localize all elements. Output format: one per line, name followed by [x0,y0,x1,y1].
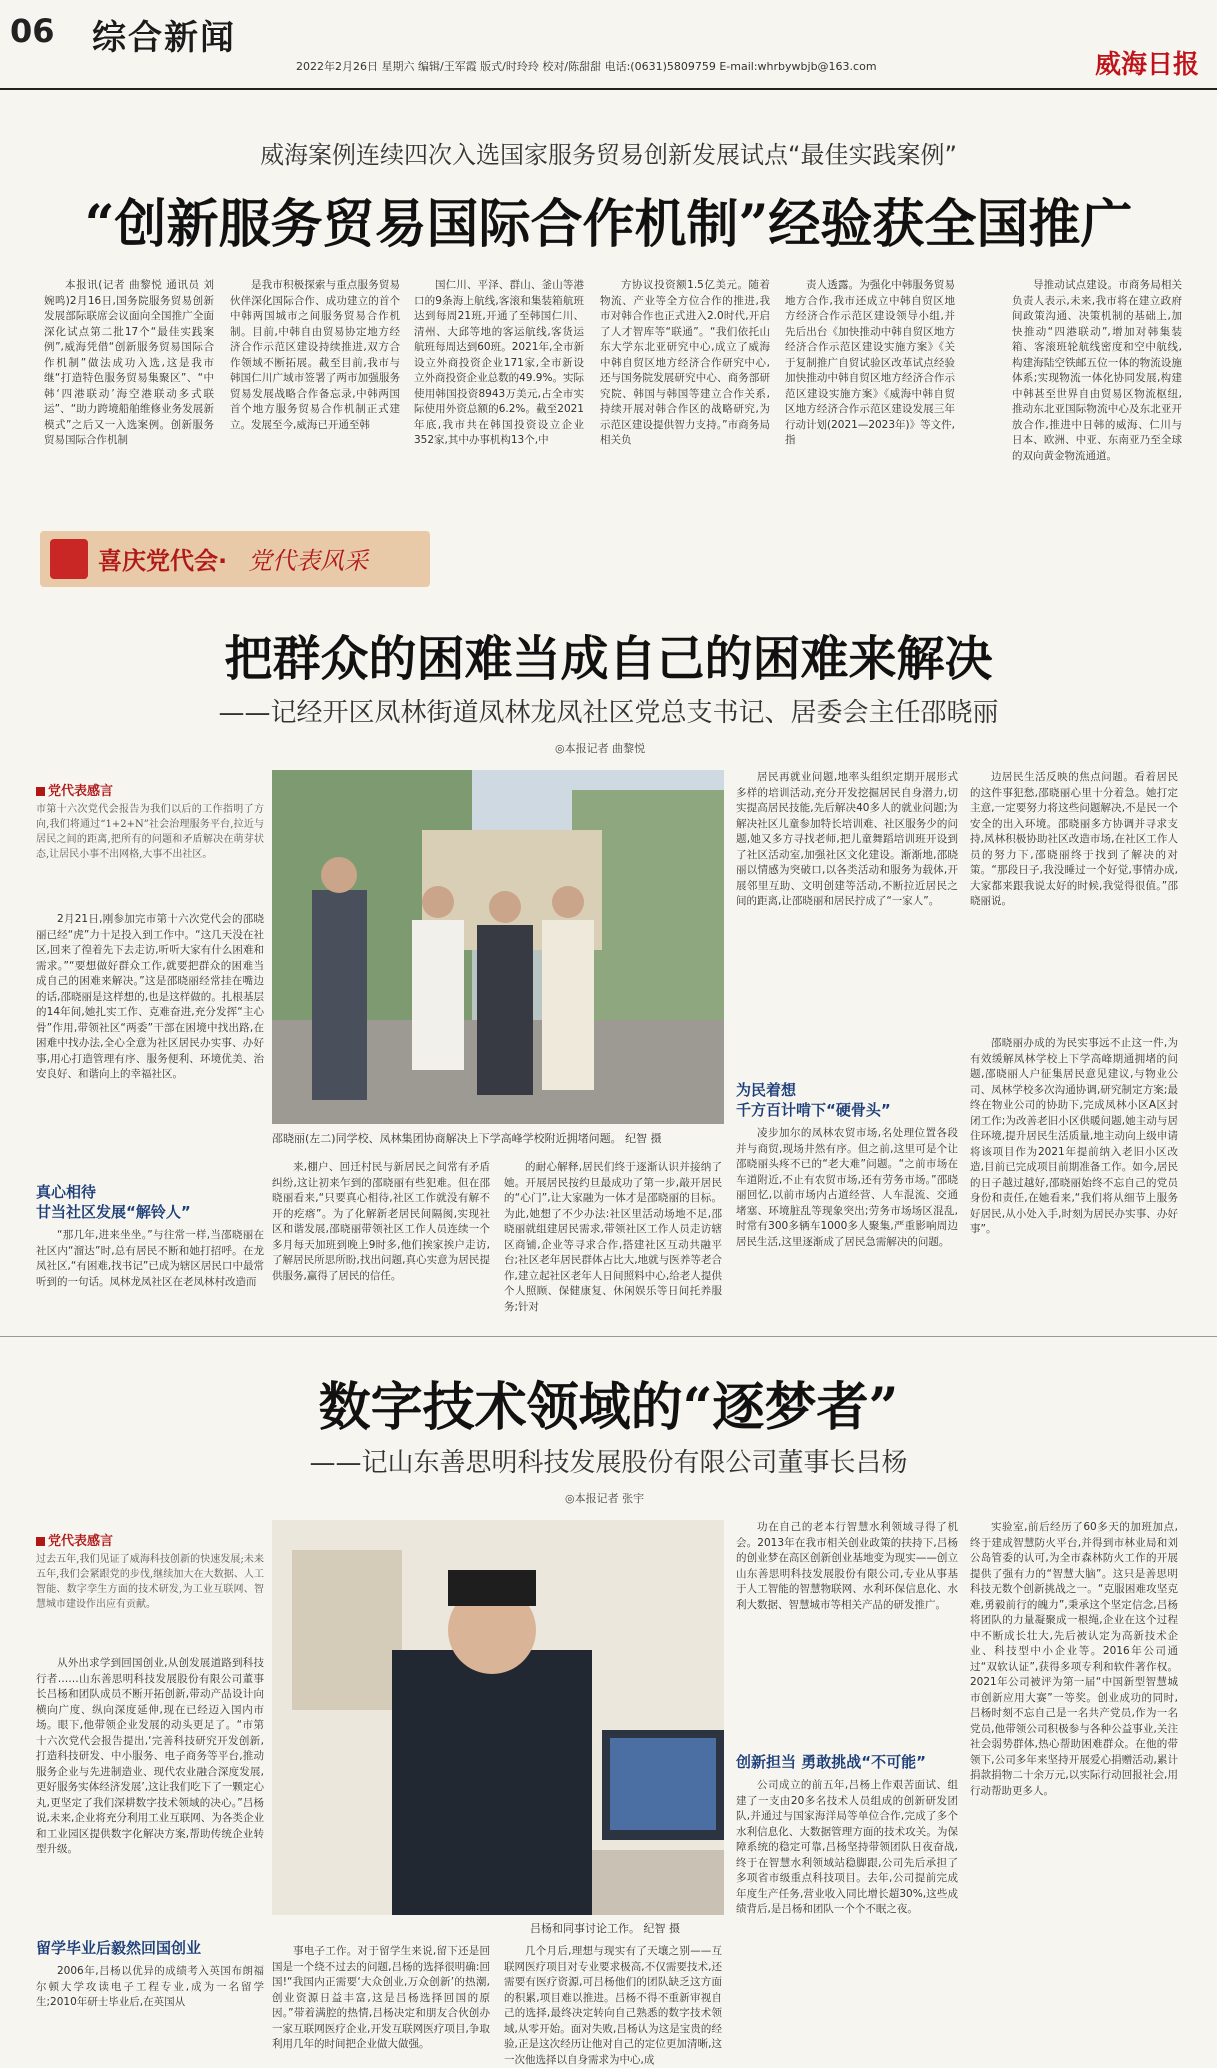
story2-subtitle-2: 为民着想 千方百计啃下“硬骨头” [736,1081,891,1119]
story1-subhead: 威海案例连续四次入选国家服务贸易创新发展试点“最佳实践案例” [260,141,957,169]
story3-photo-illustration [272,1520,724,1915]
story3-intro: 过去五年,我们见证了威海科技创新的快速发展;未来五年,我们会紧跟党的步伐,继续加大在大数据、人工智能、数字孪生方面的技术研发,为工业互联网、智慧城市建设作出应有贡献。 [36,1554,264,1610]
story3-kicker: 党代表感言 [36,1530,113,1549]
story3-subtitle-1: 创新担当 勇敢挑战“不可能” [736,1753,926,1771]
story2-photo-illustration [272,770,724,1124]
story1-column-2: 是我市积极探索与重点服务贸易伙伴深化国际合作、成功建立的首个中韩两国城市之间服务贸易合作机制。目前,中韩自由贸易协定地方经济合作示范区建设持续推进,双方合作领域不断拓展。截至目前,我市与韩国仁川广域市签署了两市加强服务贸易发展战略合作备忘录,中韩两国首个地方服务贸易合作机制正式建立。发展至今,威海已开通至韩 [230,279,400,431]
story2-column-right-a: 居民再就业问题,地率头组织定期开展形式多样的培训活动,充分开发挖掘居民自身潜力,切实提高居民技能,先后解决40多人的就业问题;为解决社区儿童参加特长培训难、社区服务少的问题,她又多方寻找老师,把儿童舞蹈培训班开设到了社区活动室,加强社区文化建设。渐渐地,邵晓丽以情感为突破口,以各类活动和服务为载体,开展邻里互助、文明创建等活动,不断拉近居民之间的距离,让邵晓丽和居民拧成了“一家人”。 [736,771,958,907]
story2-column-left-a: 2月21日,刚参加完市第十六次党代会的邵晓丽已经“虎”力十足投入到工作中。“这几天没在社区,回来了徨着先下去走访,听听大家有什么困难和需求。”“要想做好群众工作,就要把群众的困难当成自己的困难来解决。”这是邵晓丽经常挂在嘴边的话,邵晓丽是这样想的,也是这样做的。扎根基层的14年间,她扎实工作、克难奋进,充分发挥“主心骨”作用,带领社区“两委”干部在困境中找出路,在困难中找办法,全心全意为社区居民办实事、办好事,用心打造管理有序、服务便利、环境优美、治安良好、和谐向上的幸福社区。 [36,913,264,1080]
story1-column-6: 导推动试点建设。市商务局相关负责人表示,未来,我市将在建立政府间政策沟通、决策机制的基础上,加快推动“四港联动”,增加对韩集装箱、客滚班轮航线密度和空中航线,构建海陆空铁邮五位一体的物流设施体系;实现物流一体化协同发展,构建中韩甚至世界自由贸易区物流枢纽,推动东北亚国际物流中心及东北亚开放合作,推进中日韩的威海、仁川与日本、欧洲、中亚、东南亚乃至全球的双向黄金物流通道。 [1012,279,1182,462]
section-title: 综合新闻 [92,18,236,58]
story2-column-left-b: “那几年,进来坐坐。”与往常一样,当邵晓丽在社区内“溜达”时,总有居民不断和她打招呼。在龙凤社区,“有困难,找书记”已成为辖区居民口中最常听到的一句话。凤林龙凤社区在老凤林村改造而 [36,1229,264,1288]
party-congress-banner [40,531,430,587]
story2-byline: ◎本报记者 曲黎悦 [555,742,646,755]
banner-script-label: 党代表风采 [248,547,368,575]
page-number: 06 [10,12,55,50]
newspaper-brand: 威海日报 [1094,50,1199,80]
story3-deck: ——记山东善思明科技发展股份有限公司董事长吕杨 [309,1448,908,1478]
story3-photo [272,1520,724,1915]
story3-column-mid-b: 几个月后,理想与现实有了天壤之别——互联网医疗项目对专业要求极高,不仅需要技术,还需要有医疗资源,可吕杨他们的团队缺乏这方面的积累,项目难以推进。吕杨不得不重新审视自己的选择,最终决定转向自己熟悉的数字技术领域,从零开始。面对失败,吕杨认为这是宝贵的经验,正是这次经历让他对自己的定位更加清晰,这一次他选择以自身需求为中心,成 [504,1945,722,2066]
story2-intro: 市第十六次党代会报告为我们以后的工作指明了方向,我们将通过“1+2+N”社会治理服务平台,拉近与居民之间的距离,把所有的问题和矛盾解决在萌芽状态,让居民小事不出网格,大事不出社区。 [36,804,264,860]
story1-headline: “创新服务贸易国际合作机制”经验获全国推广 [84,194,1133,255]
story3-byline: ◎本报记者 张宇 [565,1492,645,1505]
story2-kicker: 党代表感言 [36,780,113,799]
page-meta: 2022年2月26日 星期六 编辑/王军霞 版式/时玲玲 校对/陈甜甜 电话:(0631)5809759 E-mail:whrbywbjb@163.com [296,60,877,73]
story2-deck: ——记经开区凤林街道凤林龙凤社区党总支书记、居委会主任邵晓丽 [218,698,999,728]
header-rule [0,88,1217,90]
story3-column-right-b: 公司成立的前五年,吕杨上作艰苦面试、组建了一支由20多名技术人员组成的创新研发团队,并通过与国家海洋局等单位合作,完成了多个水利信息化、大数据管理方面的技术攻关。为保障系统的稳定可靠,吕杨坚持带领团队日夜奋战,终于在智慧水利领域站稳脚跟,公司先后承担了多项省市级重点科技项目。去年,公司提前完成年度生产任务,营业收入同比增长超30%,这些成绩背后,是吕杨和团队一个个不眠之夜。 [736,1779,958,1915]
story1-column-4: 方协议投资额1.5亿美元。随着物流、产业等全方位合作的推进,我市对韩合作也正式进入2.0时代,开启了人才智库等“联通”。“我们依托山东大学东北亚研究中心,成立了威海中韩自贸区地方经济合作研究中心,还与国务院发展研究中心、商务部研究院、韩国与韩国等建立合作关系,持续开展对韩合作区的战略研究,为示范区建设提供智力支持。”市商务局相关负 [600,279,770,446]
story2-column-mid-b: 的耐心解释,居民们终于逐渐认识并接纳了她。开展居民按约旦最成功了第一步,敲开居民的“心门”,让大家融为一体才是邵晓丽的目标。为此,她想了不少办法:社区里活动场地不足,邵晓丽就组建居民需求,带领社区工作人员走访辖区商铺,企业等寻求合作,搭建社区互动共融平台;社区老年居民群体占比大,地就与医养等老合作,建立起社区老年人日间照料中心,给老人提供个人照顾、保健康复、休闲娱乐等日间托养服务;针对 [504,1161,722,1313]
story2-photo-caption: 邵晓丽(左二)同学校、凤林集团协商解决上下学高峰学校附近拥堵问题。 纪智 摄 [272,1132,662,1145]
story2-subtitle-1: 真心相待 甘当社区发展“解铃人” [36,1183,191,1221]
story3-column-left-b: 2006年,吕杨以优异的成绩考入英国布朗福尔顿大学攻读电子工程专业,成为一名留学生;2010年研士毕业后,在英国从 [36,1965,264,2008]
story3-column-mid-a: 事电子工作。对于留学生来说,留下还是回国是一个绕不过去的问题,吕杨的选择很明确:回国!“我国内正需要‘大众创业,万众创新’的热潮,创业资源日益丰富,这是吕杨选择回国的原因。”带着满腔的热情,吕杨决定和朋友合伙创办一家互联网医疗企业,开发互联网医疗项目,争取利用几年的时间把企业做大做强。 [272,1945,490,2050]
story3-column-far: 实验室,前后经历了60多天的加班加点,终于建成智慧防火平台,并得到市林业局和刘公岛管委的认可,为全市森林防火工作的开展提供了强有力的“智慧大脑”。这只是善思明科技无数个创新挑战之一。“克服困难攻坚克难,勇毅前行的魄力”,秉承这个坚定信念,吕杨将团队的力量凝聚成一根绳,企业在这个过程中不断成长壮大,先后被认定为高新技术企业、科技型中小企业等。2016年公司通过“双软认证”,获得多项专利和软件著作权。2021年公司被评为第一届“中国新型智慧城市创新应用大赛”一等奖。创业成功的同时,吕杨时刻不忘自己是一名共产党员,作为一名党员,他带领公司积极参与各种公益事业,关注社会弱势群体,热心帮助困难群众。在他的带领下,公司多年来坚持开展爱心捐赠活动,累计捐款捐物二十余万元,以实际行动回报社会,用行动帮助更多人。 [970,1521,1178,1797]
story3-column-right-a: 功在自己的老本行智慧水利领域寻得了机会。2013年在我市相关创业政策的扶持下,吕杨的创业梦在高区创新创业基地变为现实——创立山东善思明科技发展股份有限公司,专业从事基于人工智能的智慧物联网、水利环保信息化、水利大数据、智慧城市等相关产品的研发推广。 [736,1521,958,1611]
story3-subtitle-2: 留学毕业后毅然回国创业 [36,1939,202,1957]
banner-label: 喜庆党代会· [98,547,228,575]
story1-column-5: 责人透露。为强化中韩服务贸易地方合作,我市还成立中韩自贸区地方经济合作示范区建设领导小组,并先后出台《加快推动中韩自贸区地方经济合作示范区建设实施方案》《关于复制推广自贸试验区改革试点经验加快推动中韩自贸区地方经济合作示范区建设实施方案》《威海中韩自贸区地方经济合作示范区建设发展三年行动计划(2021—2023年)》等文件,指 [785,279,955,446]
story1-column-3: 国仁川、平泽、群山、釜山等港口的9条海上航线,客滚和集装箱航班达到每周21班,开通了至韩国仁川、清州、大邱等地的客运航线,客货运航班每周达到60班。2021年,全市新设立外商投资企业171家,全市新设立外商投资企业总数的49.9%。实际使用韩国投资8943万美元,占全市实际使用外资总额的6.2%。截至2021年底,我市共在韩国投资设立企业352家,其中办事机构13个,中 [414,279,584,446]
story2-photo [272,770,724,1124]
story3-column-left-a: 从外出求学到回国创业,从创发展道路到科技行者……山东善思明科技发展股份有限公司董事长吕杨和团队成员不断开拓创新,带动产品设计向横向广度、纵向深度延伸,现在已经迈入国内市场。眼下,他带领企业发展的动头更足了。“市第十六次党代会报告提出,‘完善科技研究开发创新,打造科技研发、中小服务、电子商务等平台,推动服务企业与先进制造业、现代农业融合深度发展,更好服务实体经济发展’,这让我们吃下了一颗定心丸,更坚定了我们深耕数字技术领域的决心。”吕杨说,未来,企业将充分利用工业互联网、为各类企业和工业园区提供数字化解决方案,帮助传统企业转型升级。 [36,1657,264,1855]
story3-headline: 数字技术领域的“逐梦者” [318,1377,899,1438]
story2-column-far-a: 边居民生活反映的焦点问题。看着居民的这件事犯愁,邵晓丽心里十分着急。她打定主意,一定要努力将这些问题解决,不是民一个安全的出入环境。邵晓丽多方协调并寻求支持,凤林积极协助社区改造市场,在社区工作人员的努力下,邵晓丽终于找到了解决的对策。“那段日子,我没睡过一个好觉,事情办成,大家都来跟我说太好的时候,我觉得很值。”邵晓丽说。 [970,771,1178,907]
story2-column-right-b: 凌步加尔的凤林农贸市场,名处理位置各段并与商贸,现场井然有序。但之前,这里可是个让邵晓丽头疼不已的“老大难”问题。“之前市场在车道附近,不止有农贸市场,还有劳务市场。”邵晓丽回忆,以前市场内占道经营、人车混流、交通堵塞、环境脏乱等现象突出;劳务市场场区混乱,时常有300多辆车1000多人聚集,严重影响周边居民生活,这里逐渐成了居民急需解决的问题。 [736,1127,958,1248]
story2-column-mid-a: 来,棚户、回迁村民与新居民之间常有矛盾纠纷,这让初来乍到的邵晓丽有些犯难。但在邵晓丽看来,“只要真心相待,社区工作就没有解不开的疙瘩”。为了化解新老居民间隔阂,实现社区和谐发展,邵晓丽带领社区工作人员连续一个多月每天加班到晚上9时多,他们挨家挨户走访,了解居民所思所盼,找出问题,真心实意为居民提供服务,赢得了居民的信任。 [272,1161,490,1282]
party-delegate-icon [50,539,88,579]
section-divider [0,1336,1217,1337]
story2-headline: 把群众的困难当成自己的困难来解决 [224,631,993,687]
story1-column-1: 本报讯(记者 曲黎悦 通讯员 刘婉鸣)2月16日,国务院服务贸易创新发展部际联席会议面向全国推广全面深化试点第二批17个“最佳实践案例”,威海凭借“创新服务贸易国际合作机制”做法成功入选,这是我市继“打造特色服务贸易集聚区”、“中韩‘四港联动’海空港联动多式联运”、“助力跨境船舶维修业务发展新模式”之后又一入选案例。创新服务贸易国际合作机制 [44,279,214,446]
story2-column-far-b: 邵晓丽办成的为民实事远不止这一件,为有效缓解凤林学校上下学高峰期通拥堵的问题,邵晓丽人户征集居民意见建议,与物业公司、凤林学校多次沟通协调,研究制定方案;最终在物业公司的协助下,完成凤林小区A区封闭工作;为改善老旧小区供暖问题,她主动与居住环境,提升居民生活质量,地主动向上级申请将该项目作为2021年提前纳入老旧小区改造,目前已完成项目前期准备工作。如今,居民的日子越过越好,邵晓丽始终不忘自己的党员身份和责任,在她看来,“我们将从细节上服务好居民,从小处入手,时刻为居民办实事、办好事”。 [970,1037,1178,1235]
story3-photo-caption: 吕杨和同事讨论工作。 纪智 摄 [530,1922,680,1935]
